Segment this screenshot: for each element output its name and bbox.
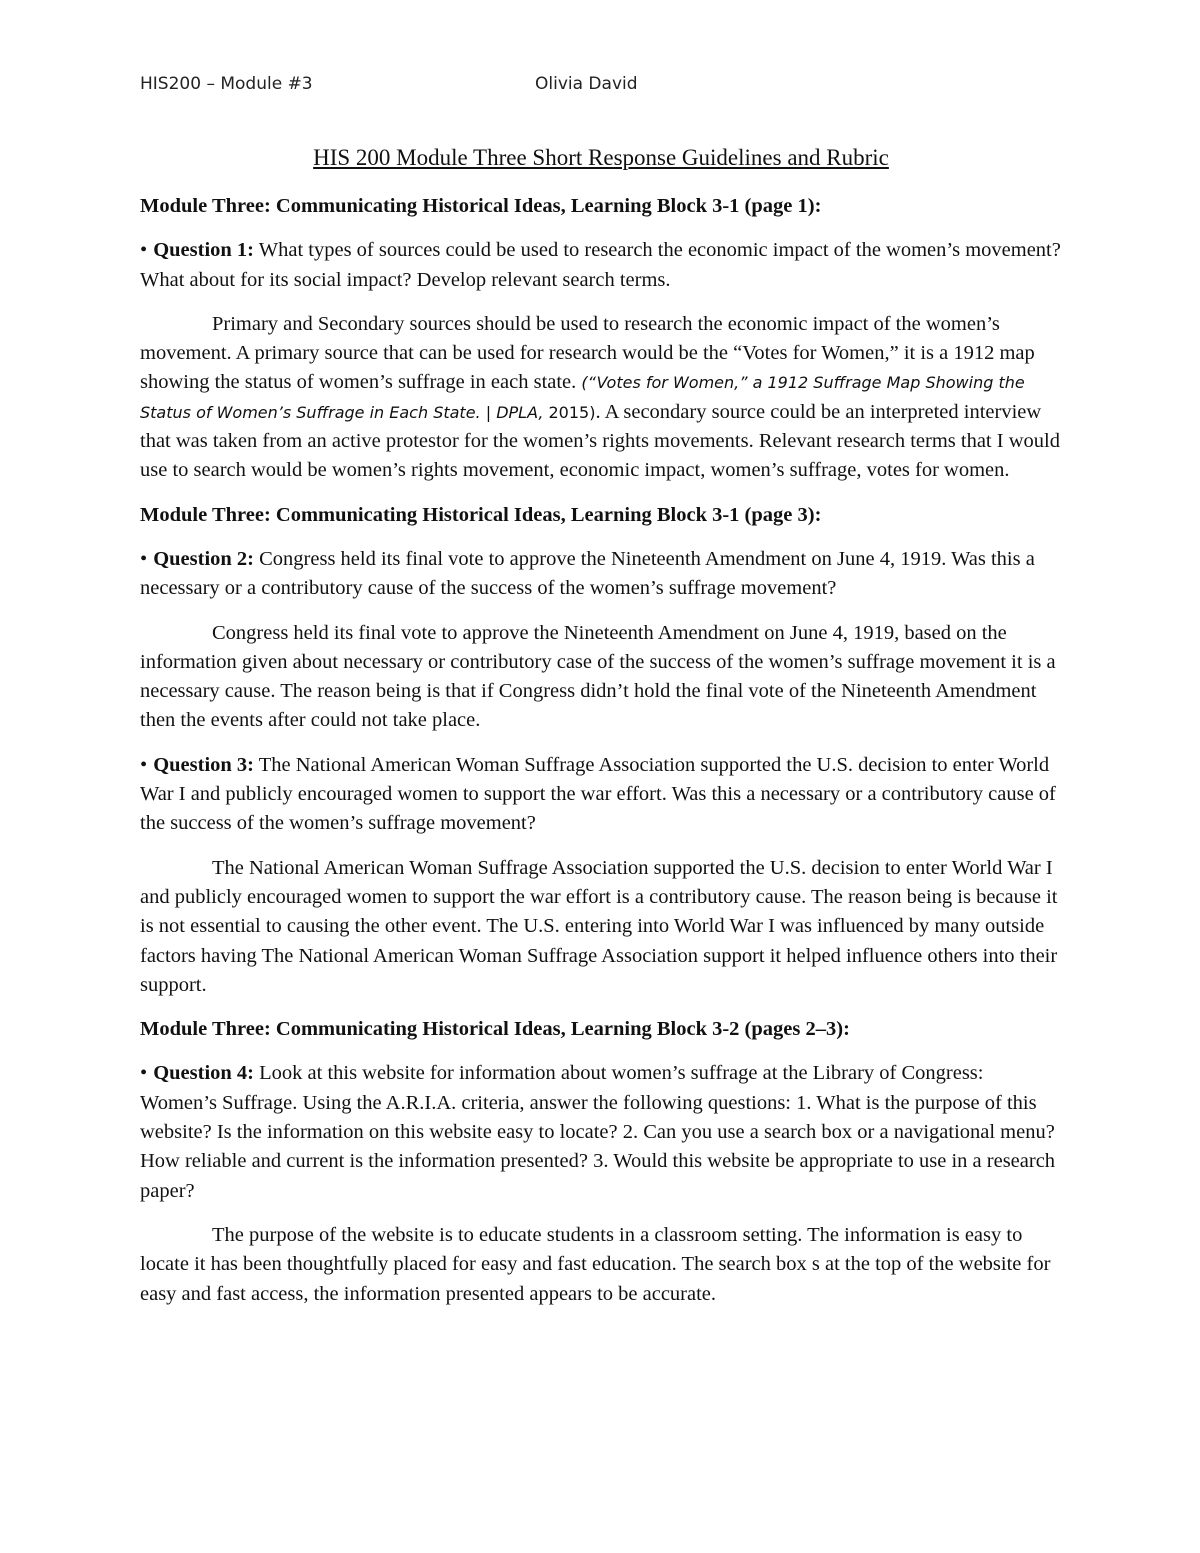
question-3-text: The National American Woman Suffrage Association supported the U.S. decision to enter World War I and publicly encouraged women to support the war effort. Was this a necessary or a contributory cause of the success of the women’s suffrage movement? — [140, 753, 1056, 835]
answer-3: The National American Woman Suffrage Association supported the U.S. decision to enter World War I and publicly encouraged women to support the war effort is a contributory cause. The reason being is because it is not essential to causing the other event. The U.S. entering into World War I was influenced by many outside factors having The National American Woman Suffrage Association support it helped influence others into their support. — [140, 856, 1058, 996]
question-3 — [140, 751, 1062, 839]
answer-1-citation: (“Votes for Women,” a 1912 Suffrage Map Showing the Status of Women’s Suffrage in Each State. | DPLA, — [140, 373, 1025, 422]
header-course-module: HIS200 – Module #3 — [140, 74, 313, 94]
question-1-label: Question 1: — [153, 239, 254, 262]
bullet-icon: • — [140, 547, 148, 570]
answer-1-text-part1: Primary and Secondary sources should be used to research the economic impact of the women’s movement. A primary source that can be used for research would be the “Votes for Women,” it is a 1912 map showing the status of women’s suffrage in each state. — [140, 312, 1035, 394]
page-header — [140, 74, 1060, 100]
section-heading-3: Module Three: Communicating Historical Ideas, Learning Block 3-2 (pages 2–3): — [140, 1018, 850, 1041]
answer-1-citation-year: 2015) — [548, 402, 596, 422]
question-2 — [140, 545, 1062, 604]
question-1-text: What types of sources could be used to research the economic impact of the women’s movement? What about for its social impact? Develop relevant search terms. — [140, 239, 1061, 291]
bullet-icon: • — [140, 1062, 148, 1085]
document-body — [140, 140, 1062, 1324]
answer-4: The purpose of the website is to educate students in a classroom setting. The information is easy to locate it has been thoughtfully placed for easy and fast education. The search box s at the top of the website for easy and fast access, the information presented appears to be accurate. — [140, 1223, 1051, 1305]
question-2-label: Question 2: — [153, 547, 254, 570]
question-2-text: Congress held its final vote to approve the Nineteenth Amendment on June 4, 1919. Was this a necessary or a contributory cause of the success of the women’s suffrage movement? — [140, 547, 1035, 600]
question-3-label: Question 3: — [153, 753, 254, 776]
bullet-icon: • — [140, 753, 148, 776]
question-1 — [140, 236, 1062, 295]
question-4-label: Question 4: — [153, 1062, 254, 1085]
question-4-text: Look at this website for information about women’s suffrage at the Library of Congress: Women’s Suffrage. Using the A.R.I.A. criteria, answer the following questions: 1. What is the purpose of this website? Is the information on this website easy to locate? 2. Can you use a search box or a navigational menu? How reliable and current is the information presented? 3. Would this website be appropriate to use in a research paper? — [140, 1062, 1056, 1202]
section-heading-1: Module Three: Communicating Historical Ideas, Learning Block 3-1 (page 1): — [140, 195, 822, 217]
answer-2: Congress held its final vote to approve the Nineteenth Amendment on June 4, 1919, based on the information given about necessary or contributory case of the success of the women’s suffrage movement it is a necessary cause. The reason being is that if Congress didn’t hold the final vote of the Nineteenth Amendment then the events after could not take place. — [140, 621, 1056, 732]
answer-1 — [140, 310, 1062, 486]
section-heading-2: Module Three: Communicating Historical Ideas, Learning Block 3-1 (page 3): — [140, 503, 822, 526]
header-author-name: Olivia David — [535, 74, 638, 94]
answer-1-text-part2: . A secondary source could be an interpreted interview that was taken from an active protestor for the women’s rights movements. Relevant research terms that I would use to search would be women’s rights movement, economic impact, women’s suffrage, votes for women. — [140, 400, 1060, 482]
question-4 — [140, 1059, 1062, 1205]
bullet-icon: • — [140, 239, 148, 262]
document-title: HIS 200 Module Three Short Response Guidelines and Rubric — [313, 145, 889, 170]
